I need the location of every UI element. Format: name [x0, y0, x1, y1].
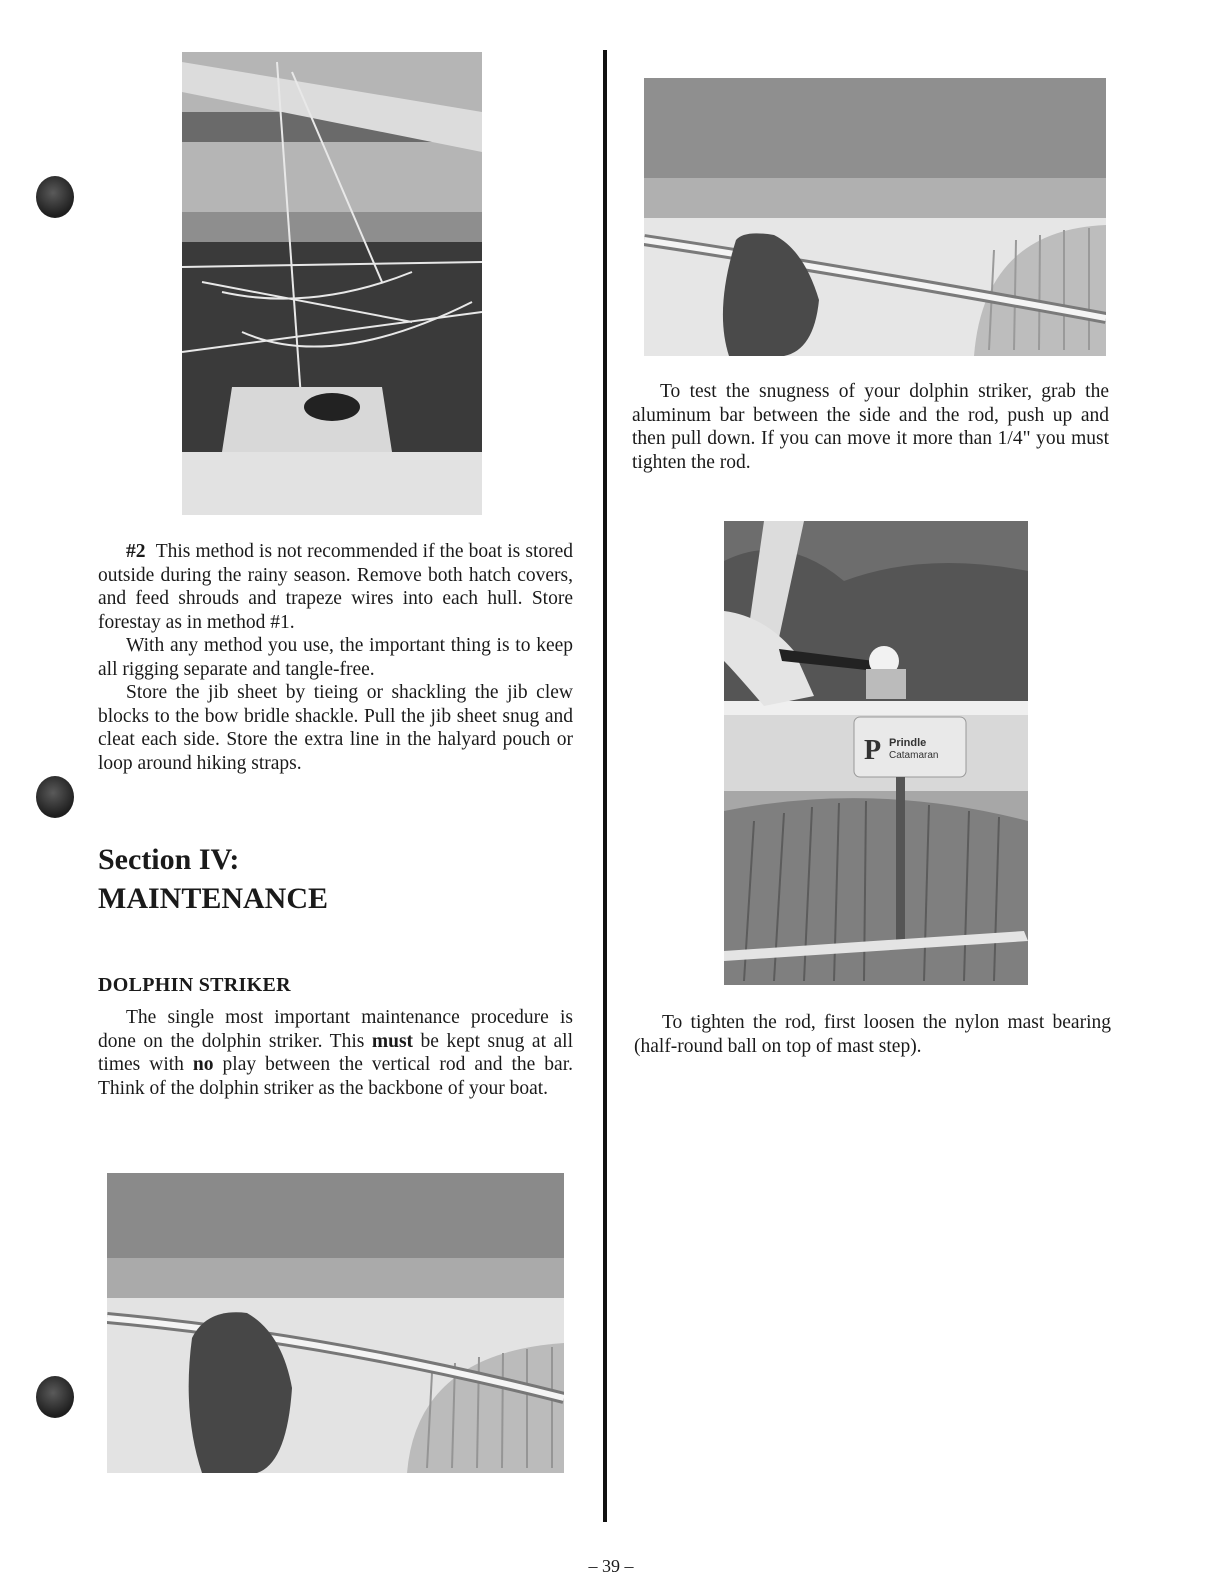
photo-hand-gripping-bar-top [644, 50, 1106, 356]
photo-pliers-mast-bearing [724, 521, 1028, 985]
dolphin-text-part2: be kept snug at all times with [98, 1030, 573, 1075]
binder-hole-middle [36, 776, 74, 818]
dolphin-text-part3: play between the vertical rod and the bar. Think of the dolphin striker as the backbone of your boat. [98, 1054, 573, 1099]
tighten-paragraph [634, 1011, 1111, 1058]
dolphin-text-no: no [192, 1054, 214, 1075]
section-heading-line2: MAINTENANCE [98, 882, 329, 915]
photo-label-catamaran: Catamaran [889, 750, 939, 761]
page-number: – 39 – [588, 1556, 634, 1576]
jib-sheet-text: Store the jib sheet by tieing or shackling the jib clew blocks to the bow bridle shackle. Pull the jib sheet snug and cleat each side. Store the extra line in the halyard pouch or loop around hiking straps. [98, 682, 573, 774]
method2-text: This method is not recommended if the boat is stored outside during the rainy season. Remove both hatch covers, and feed shrouds and trapeze wires into each hull. Store forestay as in method #1. [98, 541, 574, 633]
method2-number: #2 [126, 541, 146, 562]
tighten-text: To tighten the rod, first loosen the nylon mast bearing (half-round ball on top of mast step). [634, 1012, 1111, 1057]
dolphin-striker-subheading: DOLPHIN STRIKER [98, 974, 291, 996]
dolphin-striker-paragraph [98, 1006, 573, 1100]
column-divider [603, 50, 607, 1522]
section-heading [98, 840, 328, 918]
dolphin-text-part1: The single most important maintenance procedure is done on the dolphin striker. This [98, 1007, 573, 1052]
snugness-text: To test the snugness of your dolphin striker, grab the aluminum bar between the side and the rod, push up and then pull down. If you can move it more than 1/4" you must tighten the rod. [632, 381, 1109, 473]
dolphin-text-must: must [371, 1030, 414, 1052]
svg-text:P: P [864, 735, 882, 766]
section-heading-line1: Section IV: [98, 843, 240, 876]
binder-hole-bottom [36, 1376, 74, 1418]
photo-hand-gripping-bar-bottom [107, 1173, 564, 1473]
photo-label-prindle: Prindle [889, 737, 927, 749]
binder-hole-top [36, 176, 74, 218]
method2-paragraph [98, 540, 573, 775]
any-method-text: With any method you use, the important thing is to keep all rigging separate and tangle-free. [98, 635, 573, 680]
photo-trampoline-rigging [182, 52, 482, 515]
snugness-paragraph [632, 380, 1109, 474]
